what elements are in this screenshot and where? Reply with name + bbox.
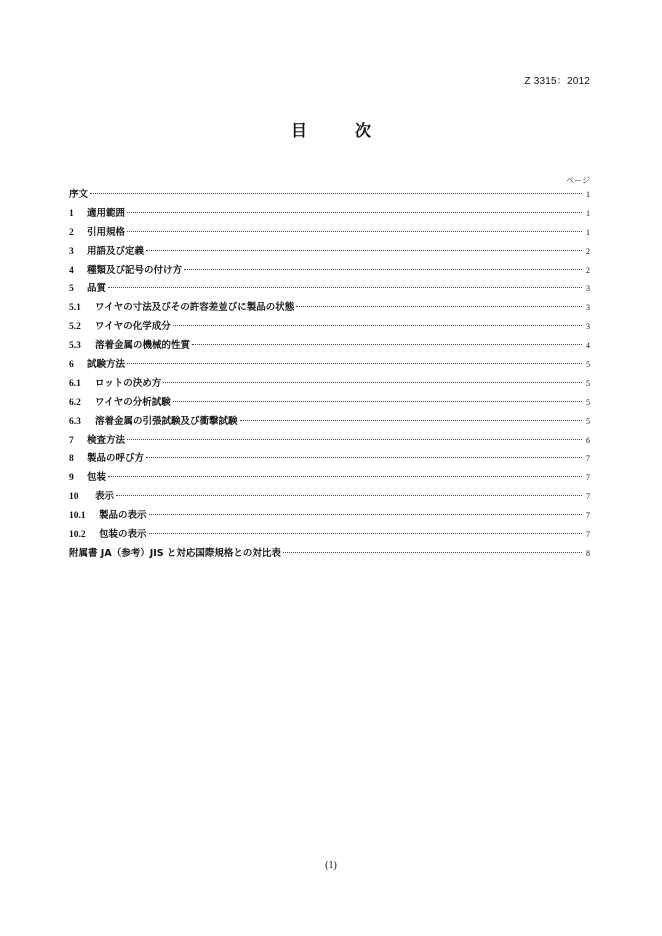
toc-entry-page: 7 <box>586 511 590 521</box>
toc-entry-title: 包装の表示 <box>99 529 147 541</box>
toc-entry-title: 表示 <box>95 491 115 503</box>
toc-entry-title: 試験方法 <box>87 359 126 371</box>
toc-entry-number: 10.2 <box>69 530 86 541</box>
toc-entry-9[interactable] <box>69 469 590 488</box>
toc-entry-title: ロットの決め方 <box>95 377 162 389</box>
toc-entry-number: 7 <box>69 435 74 446</box>
toc-entry-6-3[interactable] <box>69 413 590 432</box>
toc-entry-page: 6 <box>586 435 590 445</box>
dot-leader <box>90 193 582 194</box>
dot-leader <box>146 250 582 251</box>
footer-page-number: (1) <box>325 860 337 871</box>
toc-entry-number: 5 <box>69 284 74 295</box>
dot-leader <box>108 287 582 288</box>
toc-entry-title: 品質 <box>87 283 107 295</box>
toc-entry-page: 7 <box>586 492 590 502</box>
toc-entry-title: ワイヤの寸法及びその許容差並びに製品の状態 <box>95 302 295 314</box>
toc-entry-1[interactable] <box>69 205 590 224</box>
toc-entry-number: 4 <box>69 265 74 276</box>
toc-entry-5[interactable] <box>69 280 590 299</box>
toc-entry-page: 3 <box>586 284 590 294</box>
toc-entry-title: 溶着金属の引張試験及び衝撃試験 <box>95 415 238 427</box>
table-of-contents <box>69 186 590 564</box>
toc-entry-title: 製品の呼び方 <box>87 453 145 465</box>
toc-entry-page: 5 <box>586 397 590 407</box>
toc-entry-page: 2 <box>586 265 590 275</box>
toc-entry-annex-ja[interactable] <box>69 545 590 564</box>
toc-entry-title: 序文 <box>69 189 89 200</box>
toc-entry-number: 5.2 <box>69 322 81 333</box>
toc-entry-title: ワイヤの分析試験 <box>95 396 171 408</box>
dot-leader <box>149 514 582 515</box>
toc-entry-2[interactable] <box>69 224 590 243</box>
toc-entry-page: 3 <box>586 303 590 313</box>
toc-entry-10-1[interactable] <box>69 507 590 526</box>
dot-leader <box>192 344 582 345</box>
dot-leader <box>240 420 582 421</box>
dot-leader <box>127 212 582 213</box>
toc-entry-number: 6.1 <box>69 378 81 389</box>
toc-entry-page: 2 <box>586 246 590 256</box>
toc-entry-number: 10 <box>69 492 79 503</box>
dot-leader <box>116 495 582 496</box>
toc-entry-title: 種類及び記号の付け方 <box>87 264 183 276</box>
dot-leader <box>127 231 582 232</box>
toc-entry-3[interactable] <box>69 243 590 262</box>
toc-entry-number: 2 <box>69 227 74 238</box>
toc-entry-number: 10.1 <box>69 511 86 522</box>
toc-entry-page: 1 <box>586 227 590 237</box>
toc-entry-4[interactable] <box>69 262 590 281</box>
toc-entry-title: 用語及び定義 <box>87 245 145 257</box>
dot-leader <box>283 552 582 553</box>
toc-entry-5-2[interactable] <box>69 318 590 337</box>
toc-entry-foreword[interactable] <box>69 186 590 205</box>
toc-entry-title: ワイヤの化学成分 <box>95 321 171 333</box>
dot-leader <box>173 325 582 326</box>
toc-entry-page: 4 <box>586 341 590 351</box>
toc-entry-title: 適用範囲 <box>87 207 126 219</box>
toc-entry-number: 6 <box>69 360 74 371</box>
toc-entry-8[interactable] <box>69 450 590 469</box>
toc-entry-number: 6.3 <box>69 416 81 427</box>
toc-entry-page: 1 <box>586 190 590 199</box>
toc-entry-number: 8 <box>69 454 74 465</box>
toc-entry-5-3[interactable] <box>69 337 590 356</box>
dot-leader <box>184 269 582 270</box>
toc-entry-number: 9 <box>69 473 74 484</box>
dot-leader <box>108 476 582 477</box>
toc-entry-title: 溶着金属の機械的性質 <box>95 340 191 352</box>
dot-leader <box>127 439 582 440</box>
dot-leader <box>163 382 582 383</box>
toc-entry-6[interactable] <box>69 356 590 375</box>
dot-leader <box>146 457 582 458</box>
document-code: Z 3315：2012 <box>524 76 590 87</box>
toc-entry-title: 製品の表示 <box>99 510 147 522</box>
page-title: 目 次 <box>290 121 387 140</box>
toc-entry-10-2[interactable] <box>69 526 590 545</box>
toc-entry-title: 包装 <box>87 472 107 484</box>
dot-leader <box>296 306 582 307</box>
toc-entry-page: 5 <box>586 360 590 370</box>
toc-entry-6-2[interactable] <box>69 394 590 413</box>
toc-entry-page: 7 <box>586 473 590 483</box>
toc-entry-5-1[interactable] <box>69 299 590 318</box>
page-column-label: ページ <box>566 176 590 185</box>
toc-entry-title: 引用規格 <box>87 226 126 238</box>
toc-entry-10[interactable] <box>69 488 590 507</box>
dot-leader <box>173 401 582 402</box>
toc-entry-number: 3 <box>69 246 74 257</box>
dot-leader <box>127 363 582 364</box>
toc-entry-7[interactable] <box>69 432 590 451</box>
toc-entry-title: 附属書 JA（参考）JIS と対応国際規格との対比表 <box>69 547 281 559</box>
toc-entry-title: 検査方法 <box>87 434 126 446</box>
toc-entry-page: 5 <box>586 416 590 426</box>
toc-entry-6-1[interactable] <box>69 375 590 394</box>
toc-entry-page: 1 <box>586 208 590 218</box>
dot-leader <box>149 533 582 534</box>
toc-entry-page: 5 <box>586 378 590 388</box>
toc-entry-number: 1 <box>69 208 74 219</box>
toc-entry-page: 3 <box>586 322 590 332</box>
toc-entry-page: 7 <box>586 454 590 464</box>
toc-entry-number: 6.2 <box>69 397 81 408</box>
toc-entry-page: 8 <box>586 548 590 558</box>
toc-entry-page: 7 <box>586 530 590 540</box>
toc-entry-number: 5.3 <box>69 341 81 352</box>
toc-entry-number: 5.1 <box>69 303 81 314</box>
